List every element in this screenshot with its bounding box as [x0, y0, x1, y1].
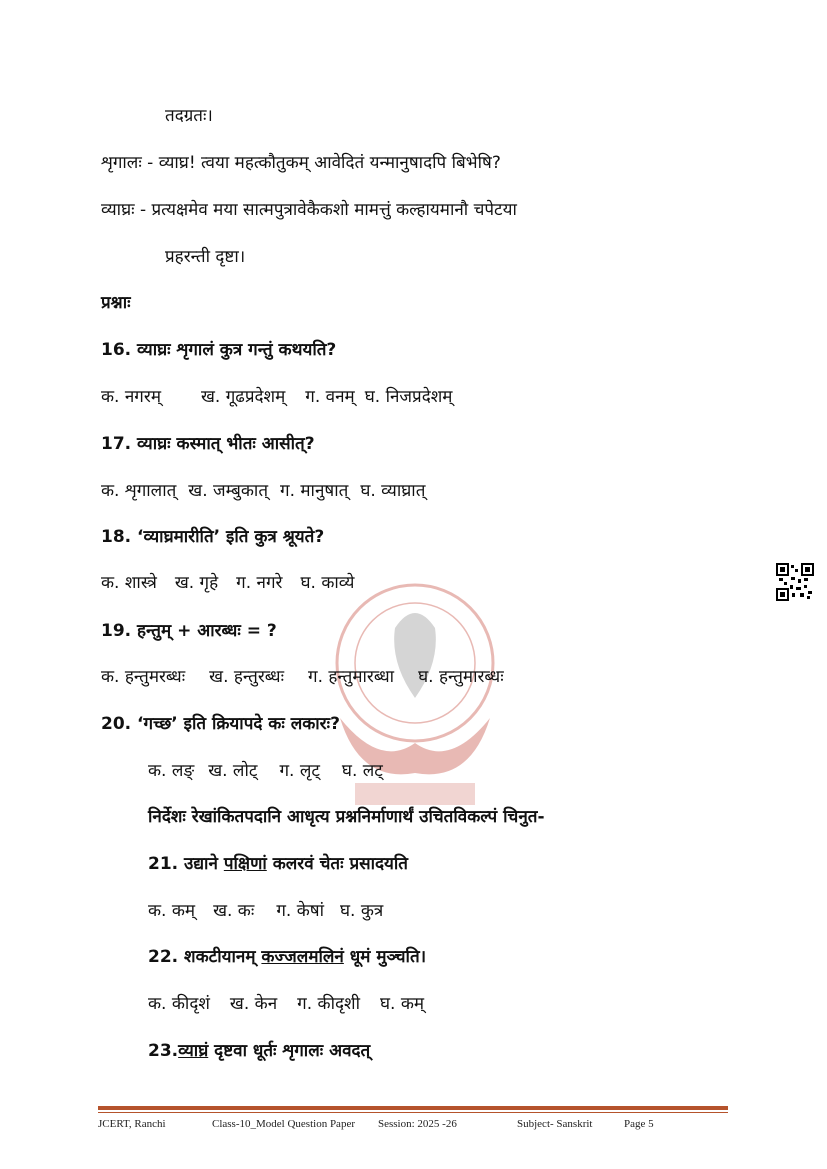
q21-prefix: 21. उद्याने [148, 854, 224, 874]
option: क. हन्तुमरब्धः [101, 667, 186, 687]
footer-rule-thin [98, 1112, 728, 1113]
dialogue-vyaghra: व्याघ्रः - प्रत्यक्षमेव मया सात्मपुत्रावेकैकशो मामत्तुं कल्हायमानौ चपेटया [101, 200, 517, 220]
option: ख. लोट् [208, 761, 258, 781]
option: ख. जम्बुकात् [188, 481, 269, 501]
footer-page: Page 5 [624, 1118, 654, 1130]
option: ख. गूढप्रदेशम् [201, 387, 286, 407]
option: क. नगरम् [101, 387, 161, 407]
options-21 [148, 899, 403, 923]
footer-rule [98, 1106, 728, 1110]
q23-prefix: 23. [148, 1041, 179, 1061]
option: घ. कम् [379, 994, 425, 1014]
q22-suffix: धूमं मुञ्चति। [343, 947, 427, 967]
questions-heading: प्रश्नाः [101, 293, 131, 313]
question-16: 16. व्याघ्रः शृगालं कुत्र गन्तुं कथयति? [101, 340, 337, 360]
dialogue-shrigala: शृगालः - व्याघ्र! त्वया महत्कौतुकम् आवेदितं यन्मानुषादपि बिभेषि? [101, 153, 501, 173]
question-22 [148, 945, 426, 969]
option: घ. निजप्रदेशम् [364, 387, 453, 407]
question-19: 19. हन्तुम् + आरब्धः = ? [101, 621, 277, 641]
option: ग. केषां [276, 901, 324, 921]
dialogue-continuation-2: प्रहरन्ती दृष्टा। [165, 247, 246, 267]
q23-suffix: दृष्टवा धूर्तः शृगालः अवदत् [208, 1041, 371, 1061]
option: क. कम् [148, 901, 196, 921]
option: ग. मानुषात् [280, 481, 349, 501]
option: क. शृगालात् [101, 481, 177, 501]
q21-suffix: कलरवं चेतः प्रसादयति [266, 854, 408, 874]
option: घ. काव्ये [300, 573, 355, 593]
option: ग. हन्तुमारब्धा [308, 667, 395, 687]
question-20: 20. ‘गच्छ’ इति क्रियापदे कः लकारः? [101, 714, 340, 734]
options-17 [101, 479, 445, 503]
option: ग. कीदृशी [297, 994, 360, 1014]
qr-code-icon [776, 563, 814, 601]
option: क. कीदृशं [148, 994, 210, 1014]
q22-underlined-word: कज्जलमलिनं [261, 947, 344, 967]
q21-underlined-word: पक्षिणां [223, 854, 267, 874]
option: ख. हन्तुरब्धः [209, 667, 285, 687]
option: क. शास्त्रे [101, 573, 157, 593]
question-17: 17. व्याघ्रः कस्मात् भीतः आसीत्? [101, 434, 315, 454]
option: ख. केन [229, 994, 278, 1014]
question-21 [148, 852, 408, 876]
question-23 [148, 1039, 370, 1063]
option: घ. कुत्र [339, 901, 384, 921]
question-18: 18. ‘व्याघ्रमारीति’ इति कुत्र श्रूयते? [101, 527, 325, 547]
q23-underlined-word: व्याघ्रं [178, 1041, 209, 1061]
options-22 [148, 992, 444, 1016]
options-16 [101, 385, 472, 409]
footer-org: JCERT, Ranchi [98, 1118, 166, 1130]
option: ग. वनम् [305, 387, 355, 407]
options-20 [148, 759, 403, 783]
options-19 [101, 665, 524, 689]
instruction: निर्देशः रेखांकितपदानि आधृत्य प्रश्ननिर्माणार्थं उचितविकल्पं चिनुत- [148, 807, 545, 827]
option: ग. लृट् [279, 761, 320, 781]
option: ग. नगरे [236, 573, 283, 593]
option: घ. लट् [341, 761, 383, 781]
option: ख. गृहे [174, 573, 219, 593]
footer-session: Session: 2025 -26 [378, 1118, 457, 1130]
option: क. लङ् [148, 761, 195, 781]
options-18 [101, 571, 374, 595]
footer-subject: Subject- Sanskrit [517, 1118, 593, 1130]
q22-prefix: 22. शकटीयानम् [148, 947, 262, 967]
option: घ. व्याघ्रात् [360, 481, 426, 501]
dialogue-continuation: तदग्रतः। [165, 106, 213, 126]
option: घ. हन्तुमारब्धः [418, 667, 504, 687]
footer-class: Class-10_Model Question Paper [212, 1118, 355, 1130]
option: ख. कः [213, 901, 255, 921]
